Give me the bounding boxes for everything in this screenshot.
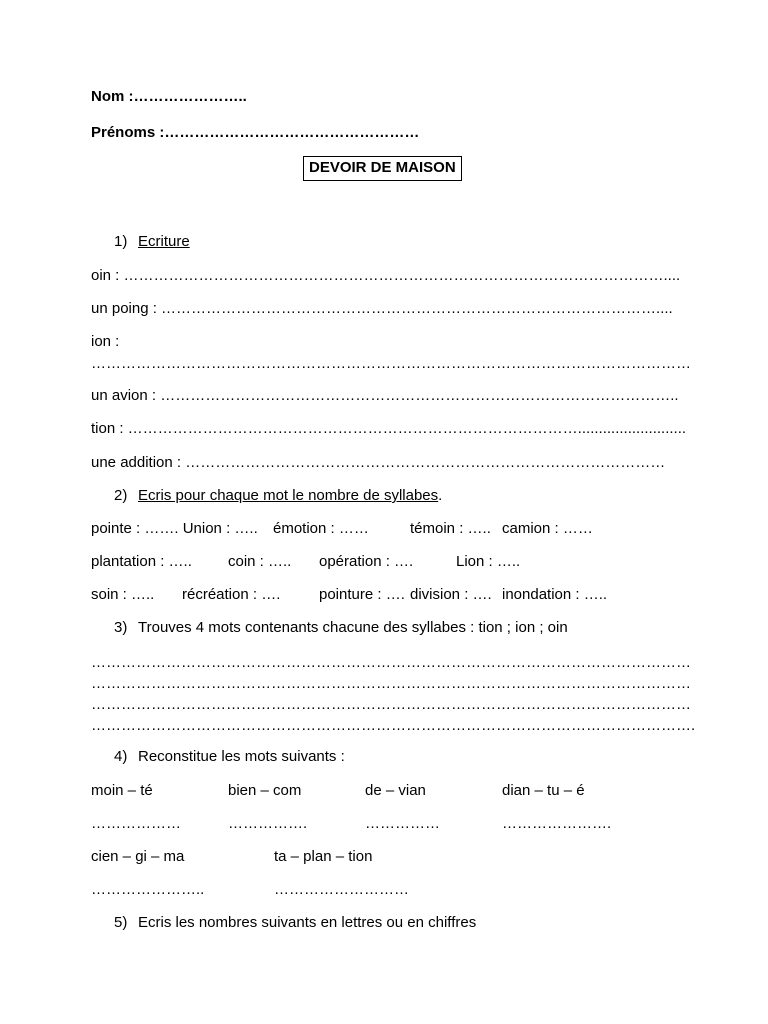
- ex4-title: Reconstitue les mots suivants :: [138, 748, 345, 765]
- syllable-item: pointure : ….: [319, 586, 405, 603]
- nom-field: Nom :…………………..: [91, 88, 247, 105]
- syllable-item: pointe : ……. Union : …..: [91, 520, 258, 537]
- syllable-item: opération : ….: [319, 553, 414, 570]
- syllable-item: camion : ……: [502, 520, 593, 537]
- ex3-answer-line: …………………………………………………………………………………………………………: [91, 696, 691, 713]
- answer-blank: …………….: [228, 815, 308, 832]
- ex3-number: 3): [114, 619, 128, 636]
- ex1-line-ion-dots: …………………………………………………………………………………………………………: [91, 355, 691, 372]
- ex3-answer-line: …………………………………………………………………………………………………………: [91, 675, 691, 692]
- syllable-item: récréation : ….: [182, 586, 281, 603]
- ex2-number: 2): [114, 487, 128, 504]
- scrambled-word: moin – té: [91, 782, 153, 799]
- ex2-title-period: .: [438, 487, 443, 504]
- syllable-item: émotion : ……: [273, 520, 369, 537]
- scrambled-word: de – vian: [365, 782, 426, 799]
- ex5-number: 5): [114, 914, 128, 931]
- ex1-title: Ecriture: [138, 233, 190, 250]
- answer-blank: ………………: [91, 815, 181, 832]
- ex4-number: 4): [114, 748, 128, 765]
- prenoms-field: Prénoms :……………………………………………: [91, 124, 420, 141]
- ex1-number: 1): [114, 233, 128, 250]
- answer-blank: ………………………: [274, 881, 409, 898]
- ex3-title: Trouves 4 mots contenants chacune des syllabes : tion ; ion ; oin: [138, 619, 568, 636]
- syllable-item: plantation : …..: [91, 553, 192, 570]
- scrambled-word: ta – plan – tion: [274, 848, 373, 865]
- syllable-item: coin : …..: [228, 553, 292, 570]
- ex2-title: Ecris pour chaque mot le nombre de syllabes: [138, 487, 439, 504]
- syllable-item: témoin : …..: [410, 520, 491, 537]
- ex1-line-ion: ion :: [91, 333, 120, 350]
- answer-blank: ………………….: [502, 815, 612, 832]
- scrambled-word: bien – com: [228, 782, 302, 799]
- answer-blank: …………………..: [91, 881, 205, 898]
- scrambled-word: dian – tu – é: [502, 782, 585, 799]
- ex1-line-addition: une addition : ……………………………………………………………………………………: [91, 454, 666, 471]
- ex1-line-oin: oin : ………………………………………………………………………………………………....: [91, 267, 681, 284]
- answer-blank: ……………: [365, 815, 440, 832]
- ex3-answer-line: ………………………………………………………………………………………………………….: [91, 717, 696, 734]
- syllable-item: inondation : …..: [502, 586, 608, 603]
- ex1-line-avion: un avion : …………………………………………………………………………………………..: [91, 387, 679, 404]
- ex1-line-poing: un poing : ………………………………………………………………………………………....: [91, 300, 673, 317]
- ex3-answer-line: …………………………………………………………………………………………………………: [91, 654, 691, 671]
- syllable-item: Lion : …..: [456, 553, 521, 570]
- ex2-heading: [138, 487, 442, 505]
- scrambled-word: cien – gi – ma: [91, 848, 185, 865]
- ex1-line-tion: tion : ………………………………………………………………………………..........................: [91, 420, 687, 437]
- syllable-item: division : ….: [410, 586, 492, 603]
- syllable-item: soin : …..: [91, 586, 155, 603]
- page-title: DEVOIR DE MAISON: [303, 156, 462, 181]
- ex5-title: Ecris les nombres suivants en lettres ou en chiffres: [138, 914, 477, 931]
